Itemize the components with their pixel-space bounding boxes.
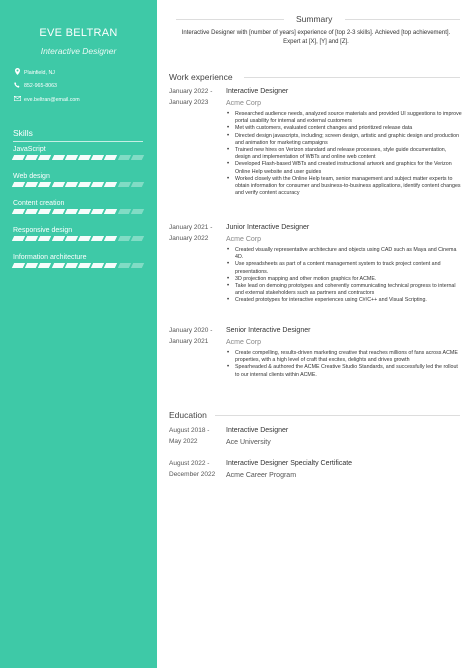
education-rule <box>215 415 460 416</box>
skill-level-segment <box>25 236 39 241</box>
sidebar <box>0 0 157 668</box>
skill-level-segment <box>91 182 105 187</box>
skill-level-segment <box>131 263 145 268</box>
skill-level-segment <box>38 236 52 241</box>
job-date-start: January 2021 - <box>169 224 213 231</box>
skill-level-segment <box>117 263 131 268</box>
skill-level-segment <box>65 209 79 214</box>
skill-level-segment <box>51 155 65 160</box>
location-text: Plainfield, NJ <box>24 69 55 76</box>
skill-level-segment <box>104 209 118 214</box>
list-item: • Take lead on demoing prototypes and coherently communicating technical progress to internal and external stakeholders such as partners and contractors <box>226 283 462 297</box>
phone-text: 852-965-8063 <box>24 83 57 89</box>
skill-level-segment <box>38 263 52 268</box>
skill-level-segment <box>131 182 145 187</box>
skill-level-segment <box>38 209 52 214</box>
skill-level-segment <box>38 182 52 187</box>
skill-name: Content creation <box>13 200 65 207</box>
skill-level-segment <box>117 209 131 214</box>
work-experience-rule <box>244 77 460 78</box>
contact-location <box>13 68 55 77</box>
list-item: • Directed design javascripts, including; screen design, artistic and graphic design and production and animation for marketing campaigns <box>226 133 462 147</box>
skill-level-segment <box>12 236 26 241</box>
skill-level-segment <box>91 155 105 160</box>
education-date-end: May 2022 <box>169 438 198 445</box>
candidate-title: Interactive Designer <box>40 46 117 56</box>
education-date-start: August 2018 - <box>169 427 210 434</box>
institution-name: Acme Career Program <box>226 472 297 479</box>
skill-level-segment <box>25 263 39 268</box>
summary-text: Interactive Designer with [number of years] experience of [top 2-3 skills]. Achieved [top achievement]. Expert at [X], [Y] and [Z]. <box>181 30 451 45</box>
skill-level-segment <box>12 209 26 214</box>
skill-level-segment <box>117 182 131 187</box>
list-item: • Met with customers, evaluated content changes and prioritized release data <box>226 125 462 132</box>
skill-name: Responsive design <box>13 227 73 234</box>
list-item: • Researched audience needs, analyzed source materials and provided UI suggestions to improve portal usability for internal and external customers <box>226 111 462 125</box>
skill-level-segment <box>25 209 39 214</box>
skill-level-segment <box>91 209 105 214</box>
job-title: Senior Interactive Designer <box>226 327 311 334</box>
skill-level-segment <box>104 236 118 241</box>
job-date-end: January 2023 <box>169 99 209 106</box>
skill-level-segment <box>65 182 79 187</box>
skill-level-bar <box>13 182 143 187</box>
degree-title: Interactive Designer <box>226 427 289 434</box>
skill-level-segment <box>117 155 131 160</box>
skills-heading: Skills <box>13 128 33 138</box>
job-company: Acme Corp <box>226 100 262 107</box>
education-date-end: December 2022 <box>169 471 216 478</box>
skill-level-segment <box>25 155 39 160</box>
list-item: • Use spreadsheets as part of a content management system to track project content and presentations. <box>226 261 462 275</box>
skill-level-segment <box>131 155 145 160</box>
skill-level-bar <box>13 209 143 214</box>
skill-level-segment <box>65 236 79 241</box>
skill-level-segment <box>38 155 52 160</box>
degree-title: Interactive Designer Specialty Certificate <box>226 460 353 467</box>
skill-level-segment <box>78 209 92 214</box>
skill-level-segment <box>78 155 92 160</box>
contact-phone <box>13 82 57 90</box>
summary-heading: Summary <box>296 14 333 24</box>
job-date-start: January 2022 - <box>169 88 213 95</box>
skill-level-segment <box>51 182 65 187</box>
skill-name: Information architecture <box>13 254 87 261</box>
job-dates <box>169 86 225 108</box>
job-title: Junior Interactive Designer <box>226 224 310 231</box>
list-item: • Worked closely with the Online Help team, senior management and subject matter experts to obtain information for consumer and business-to-business applications, identify content changes and verify content accuracy <box>226 176 462 198</box>
skill-level-segment <box>51 236 65 241</box>
skill-level-segment <box>131 236 145 241</box>
skill-level-segment <box>104 263 118 268</box>
skill-level-segment <box>78 236 92 241</box>
skill-level-segment <box>51 263 65 268</box>
work-experience-heading: Work experience <box>169 72 233 82</box>
skill-level-segment <box>104 182 118 187</box>
skills-divider <box>13 141 143 142</box>
skill-level-segment <box>117 236 131 241</box>
list-item: • 3D projection mapping and other motion graphics for ACME. <box>226 276 462 283</box>
job-company: Acme Corp <box>226 236 262 243</box>
summary-rule-left <box>176 19 284 20</box>
list-item: • Created prototypes for interactive experiences using C#/C++ and Visual Scripting. <box>226 297 462 304</box>
list-item: • Developed Flash-based WBTs and created instructional artwork and graphics for the Verizon Online Help website and user guides <box>226 161 462 175</box>
skill-level-bar <box>13 155 143 160</box>
skill-level-segment <box>131 209 145 214</box>
skill-level-segment <box>65 263 79 268</box>
location-pin-icon <box>13 68 21 77</box>
email-text[interactable]: eve.beltran@email.com <box>24 96 80 103</box>
phone-icon <box>13 82 21 90</box>
education-dates <box>169 458 225 480</box>
skill-level-segment <box>12 182 26 187</box>
skill-level-segment <box>65 155 79 160</box>
job-date-end: January 2022 <box>169 235 209 242</box>
list-item: • Spearheaded & authored the ACME Creative Studio Standards, and successfully led the rollout to our internal clients within ACME. <box>226 364 462 378</box>
candidate-name: EVE BELTRAN <box>39 27 118 39</box>
skill-level-segment <box>91 263 105 268</box>
job-dates <box>169 222 225 244</box>
skill-level-segment <box>25 182 39 187</box>
email-icon <box>13 96 21 103</box>
job-bullets <box>226 350 462 379</box>
education-dates <box>169 425 225 447</box>
job-bullets <box>226 247 462 305</box>
skill-level-segment <box>12 155 26 160</box>
job-date-end: January 2021 <box>169 338 209 345</box>
skill-level-segment <box>104 155 118 160</box>
skill-level-segment <box>78 263 92 268</box>
contact-email[interactable] <box>13 96 80 103</box>
summary-rule-right <box>345 19 460 20</box>
job-company: Acme Corp <box>226 339 262 346</box>
education-date-start: August 2022 - <box>169 460 210 467</box>
skill-level-segment <box>51 209 65 214</box>
job-bullets <box>226 111 462 197</box>
institution-name: Ace University <box>226 439 271 446</box>
job-date-start: January 2020 - <box>169 327 213 334</box>
skill-level-segment <box>91 236 105 241</box>
list-item: • Create compelling, results-driven marketing creative that reaches millions of fans across ACME properties, with a high level of craft that excites, delights and drives growth <box>226 350 462 364</box>
job-title: Interactive Designer <box>226 88 289 95</box>
skill-level-segment <box>78 182 92 187</box>
education-heading: Education <box>169 410 207 420</box>
skill-name: Web design <box>13 173 50 180</box>
skill-name: JavaScript <box>13 146 46 153</box>
list-item: • Trained new hires on Verizon standard and release processes, style guide documentation, design and implementation of WBTs and online web content <box>226 147 462 161</box>
skill-level-bar <box>13 263 143 268</box>
skill-level-bar <box>13 236 143 241</box>
list-item: • Created visually representative architecture and objects using CAD such as Maya and Cinema 4D. <box>226 247 462 261</box>
skill-level-segment <box>12 263 26 268</box>
job-dates <box>169 325 225 347</box>
